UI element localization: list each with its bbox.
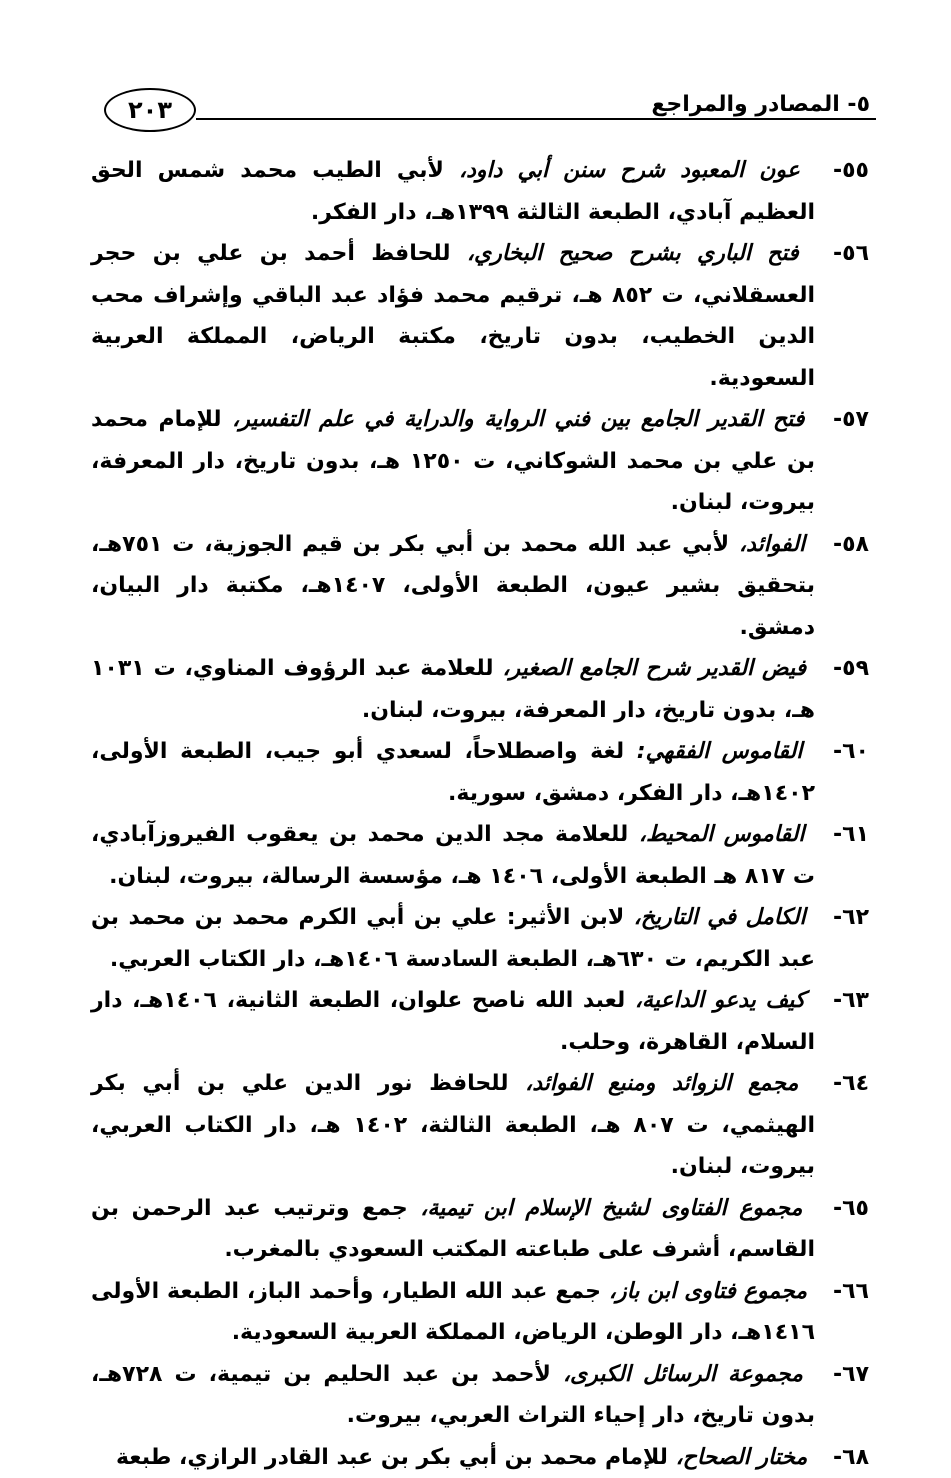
reference-item	[91, 150, 869, 233]
reference-details: للعلامة مجد الدين محمد بن يعقوب الفيروزآبادي، ت ٨١٧ هـ الطبعة الأولى، ١٤٠٦ هـ، مؤسسة الرسالة، بيروت، لبنان.	[91, 822, 815, 889]
reference-item	[91, 731, 869, 814]
reference-details: للعلامة عبد الرؤوف المناوي، ت ١٠٣١ هـ، بدون تاريخ، دار المعرفة، بيروت، لبنان.	[91, 656, 815, 723]
reference-details: للحافظ أحمد بن علي بن حجر العسقلاني، ت ٨٥٢ هـ، ترقيم محمد فؤاد عبد الباقي وإشراف محب الدين الخطيب، بدون تاريخ، مكتبة الرياض، المملكة العربية السعودية.	[91, 241, 815, 391]
page-header	[96, 80, 876, 140]
reference-item	[91, 1354, 869, 1437]
reference-title: مختار الصحاح،	[676, 1445, 808, 1470]
reference-details: لعبد الله ناصح علوان، الطبعة الثانية، ١٤٠٦هـ، دار السلام، القاهرة، وحلب.	[91, 988, 815, 1055]
reference-title: فيض القدير شرح الجامع الصغير،	[502, 656, 806, 681]
reference-item	[91, 1271, 869, 1354]
reference-details: لأبي عبد الله محمد بن أبي بكر بن قيم الجوزية، ت ٧٥١هـ، بتحقيق بشير عيون، الطبعة الأولى، ١٤٠٧هـ، مكتبة دار البيان، دمشق.	[91, 532, 815, 640]
reference-number: ٦٨-	[815, 1437, 869, 1478]
reference-number: ٦٧-	[815, 1354, 869, 1396]
reference-details: للإمام محمد بن علي بن محمد الشوكاني، ت ١٢٥٠ هـ، بدون تاريخ، دار المعرفة، بيروت، لبنان.	[91, 407, 815, 515]
reference-details: لأبي الطيب محمد شمس الحق العظيم آبادي، الطبعة الثالثة ١٣٩٩هـ، دار الفكر.	[91, 158, 815, 225]
reference-title: فتح القدير الجامع بين فني الرواية والدراية في علم التفسير،	[232, 407, 804, 432]
reference-number: ٥٥-	[815, 150, 869, 192]
reference-item	[91, 399, 869, 524]
running-title: ٥- المصادر والمراجع	[651, 92, 870, 117]
page-number: ٢٠٣	[104, 88, 196, 132]
reference-item	[91, 233, 869, 399]
reference-item	[91, 814, 869, 897]
reference-title: الكامل في التاريخ،	[634, 905, 806, 930]
reference-title: القاموس المحيط،	[639, 822, 805, 847]
reference-title: مجموع فتاوى ابن باز،	[609, 1279, 807, 1304]
reference-title: عون المعبود شرح سنن أبي داود،	[459, 158, 800, 183]
reference-item	[91, 1188, 869, 1271]
reference-title: كيف يدعو الداعية،	[635, 988, 805, 1013]
reference-title: فتح الباري بشرح صحيح البخاري،	[467, 241, 799, 266]
reference-item	[91, 524, 869, 649]
reference-title: القاموس الفقهي:	[637, 739, 803, 764]
reference-item	[91, 648, 869, 731]
reference-number: ٦٤-	[815, 1063, 869, 1105]
header-rule	[196, 118, 876, 120]
reference-item	[91, 1063, 869, 1188]
reference-details: للإمام محمد بن أبي بكر بن عبد القادر الرازي، طبعة	[116, 1445, 668, 1470]
reference-details: للحافظ نور الدين علي بن أبي بكر الهيثمي، ت ٨٠٧ هـ، الطبعة الثالثة، ١٤٠٢ هـ، دار الكتاب العربي، بيروت، لبنان.	[91, 1071, 815, 1179]
reference-number: ٥٦-	[815, 233, 869, 275]
reference-title: الفوائد،	[739, 532, 805, 557]
reference-item	[91, 1437, 869, 1478]
reference-number: ٦١-	[815, 814, 869, 856]
reference-title: مجمع الزوائد ومنبع الفوائد،	[525, 1071, 798, 1096]
reference-details: لابن الأثير: علي بن أبي الكرم محمد بن محمد بن عبد الكريم، ت ٦٣٠هـ، الطبعة السادسة ١٤٠٦هـ، دار الكتاب العربي.	[91, 905, 815, 972]
reference-number: ٦٠-	[815, 731, 869, 773]
reference-title: مجموع الفتاوى لشيخ الإسلام ابن تيمية،	[420, 1196, 802, 1221]
reference-item	[91, 897, 869, 980]
reference-number: ٥٨-	[815, 524, 869, 566]
reference-list	[91, 150, 869, 1478]
reference-item	[91, 980, 869, 1063]
reference-number: ٦٥-	[815, 1188, 869, 1230]
reference-details: لأحمد بن عبد الحليم بن تيمية، ت ٧٢٨هـ، بدون تاريخ، دار إحياء التراث العربي، بيروت.	[91, 1362, 815, 1429]
reference-details: لغة واصطلاحاً، لسعدي أبو جيب، الطبعة الأولى، ١٤٠٢هـ، دار الفكر، دمشق، سورية.	[91, 739, 815, 806]
reference-number: ٦٢-	[815, 897, 869, 939]
reference-number: ٦٣-	[815, 980, 869, 1022]
reference-number: ٥٩-	[815, 648, 869, 690]
reference-number: ٥٧-	[815, 399, 869, 441]
reference-details: جمع عبد الله الطيار، وأحمد الباز، الطبعة الأولى ١٤١٦هـ، دار الوطن، الرياض، المملكة العربية السعودية.	[91, 1279, 815, 1346]
reference-details: جمع وترتيب عبد الرحمن بن القاسم، أشرف على طباعته المكتب السعودي بالمغرب.	[91, 1196, 815, 1263]
reference-title: مجموعة الرسائل الكبرى،	[563, 1362, 803, 1387]
reference-number: ٦٦-	[815, 1271, 869, 1313]
